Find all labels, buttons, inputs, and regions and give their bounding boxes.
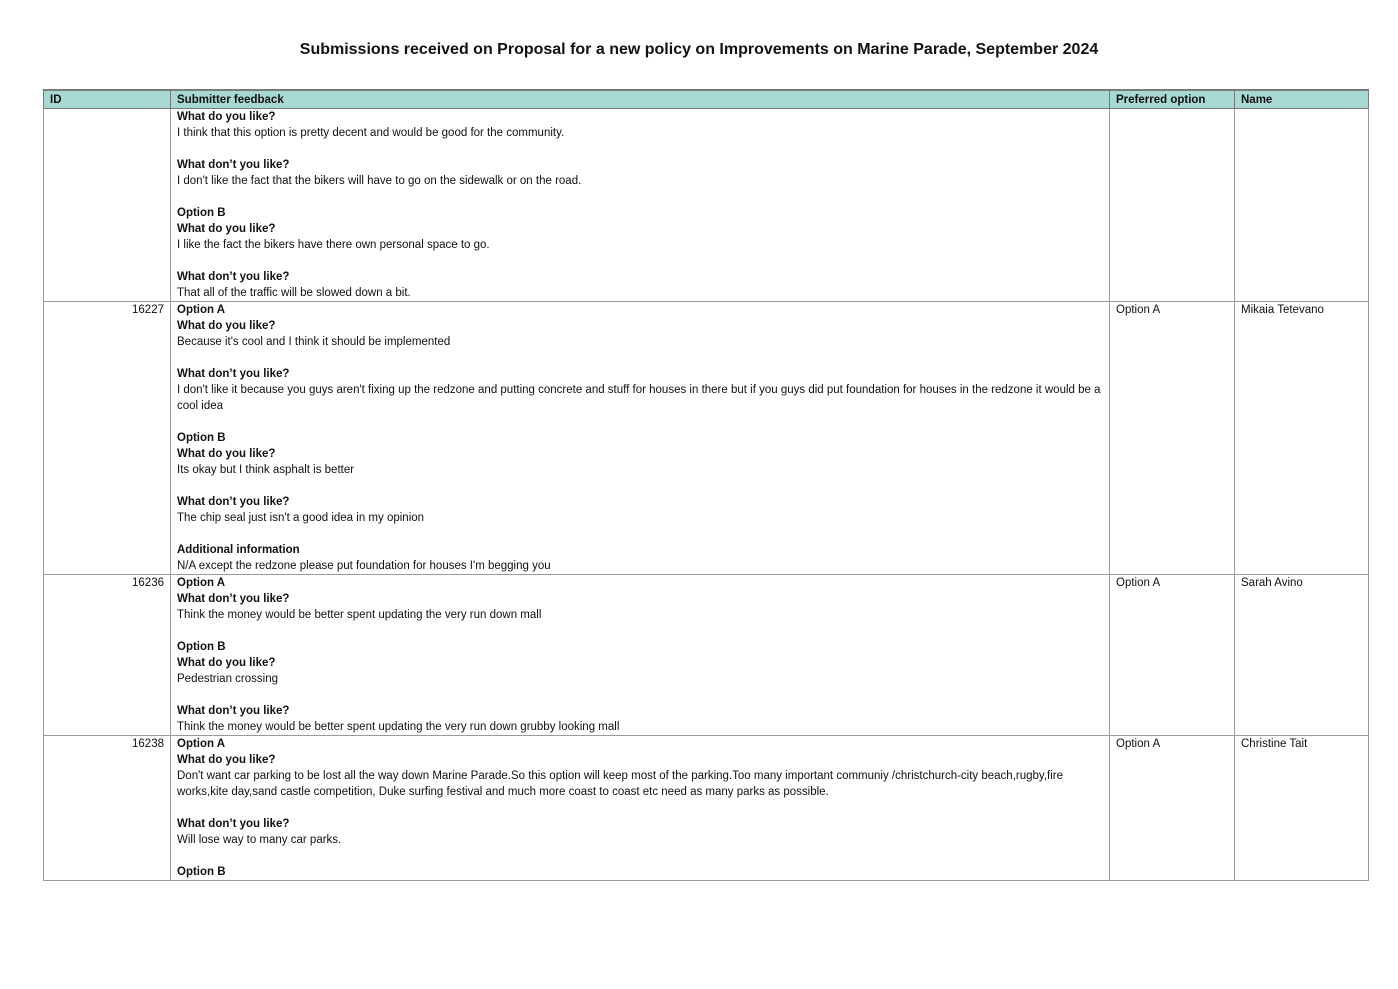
answer-text: Its okay but I think asphalt is better: [177, 464, 355, 476]
submitter-name: [1235, 109, 1369, 302]
table-row: [44, 109, 1369, 302]
option-heading: Option A: [177, 738, 226, 750]
submission-id: 16227: [44, 302, 171, 575]
header-id: ID: [44, 90, 171, 109]
spacer: [177, 623, 1103, 639]
table-row: [44, 575, 1369, 736]
answer-text: I like the fact the bikers have there own personal space to go.: [177, 239, 490, 251]
table-header-row: [44, 90, 1369, 109]
spacer: [177, 414, 1103, 430]
submitter-feedback: [171, 109, 1110, 302]
option-heading: Option B: [177, 641, 226, 653]
answer-text: I don't like it because you guys aren't fixing up the redzone and putting concrete and stuff for houses in there but if you guys did put foundation for houses in the redzone it would be a cool idea: [177, 384, 1101, 412]
question-label: What don’t you like?: [177, 271, 290, 283]
answer-text: The chip seal just isn't a good idea in my opinion: [177, 512, 425, 524]
answer-text: Think the money would be better spent updating the very run down grubby looking mall: [177, 721, 620, 733]
spacer: [177, 478, 1103, 494]
question-label: What do you like?: [177, 320, 276, 332]
answer-text: That all of the traffic will be slowed down a bit.: [177, 287, 411, 299]
preferred-option: Option A: [1110, 302, 1235, 575]
preferred-option: Option A: [1110, 736, 1235, 881]
question-label: What do you like?: [177, 111, 276, 123]
option-heading: Option A: [177, 304, 226, 316]
answer-text: Will lose way to many car parks.: [177, 834, 342, 846]
answer-text: Because it's cool and I think it should be implemented: [177, 336, 451, 348]
question-label: What do you like?: [177, 223, 276, 235]
header-name: Name: [1235, 90, 1369, 109]
submitter-feedback: [171, 302, 1110, 575]
answer-text: I think that this option is pretty decent and would be good for the community.: [177, 127, 565, 139]
page-title: Submissions received on Proposal for a new policy on Improvements on Marine Parade, September 2024: [299, 41, 1099, 58]
table-row: [44, 302, 1369, 575]
preferred-option: [1110, 109, 1235, 302]
answer-text: Think the money would be better spent updating the very run down mall: [177, 609, 542, 621]
question-label: What don’t you like?: [177, 705, 290, 717]
header-preferred-option: Preferred option: [1110, 90, 1235, 109]
question-label: What don’t you like?: [177, 593, 290, 605]
spacer: [177, 253, 1103, 269]
spacer: [177, 800, 1103, 816]
spacer: [177, 189, 1103, 205]
answer-text: Pedestrian crossing: [177, 673, 278, 685]
answer-text: I don't like the fact that the bikers will have to go on the sidewalk or on the road.: [177, 175, 582, 187]
submitter-feedback: [171, 575, 1110, 736]
submitter-name: Christine Tait: [1235, 736, 1369, 881]
option-heading: Option B: [177, 866, 226, 878]
header-feedback: Submitter feedback: [171, 90, 1110, 109]
option-heading: Option A: [177, 577, 226, 589]
question-label: What don’t you like?: [177, 159, 290, 171]
question-label: What do you like?: [177, 754, 276, 766]
submitter-name: Sarah Avino: [1235, 575, 1369, 736]
question-label: Additional information: [177, 544, 300, 556]
table-body: [44, 109, 1369, 881]
option-heading: Option B: [177, 432, 226, 444]
spacer: [177, 526, 1103, 542]
question-label: What don’t you like?: [177, 818, 290, 830]
option-heading: Option B: [177, 207, 226, 219]
table-row: [44, 736, 1369, 881]
question-label: What do you like?: [177, 657, 276, 669]
spacer: [177, 141, 1103, 157]
spacer: [177, 687, 1103, 703]
submission-id: 16238: [44, 736, 171, 881]
submitter-feedback: [171, 736, 1110, 881]
spacer: [177, 848, 1103, 864]
submissions-table: [43, 89, 1369, 881]
submission-id: 16236: [44, 575, 171, 736]
submitter-name: Mikaia Tetevano: [1235, 302, 1369, 575]
question-label: What don’t you like?: [177, 368, 290, 380]
question-label: What don’t you like?: [177, 496, 290, 508]
preferred-option: Option A: [1110, 575, 1235, 736]
question-label: What do you like?: [177, 448, 276, 460]
submission-id: [44, 109, 171, 302]
spacer: [177, 350, 1103, 366]
answer-text: N/A except the redzone please put foundation for houses I'm begging you: [177, 560, 551, 572]
answer-text: Don't want car parking to be lost all the way down Marine Parade.So this option will keep most of the parking.Too many important communiy /christchurch-city beach,rugby,fire works,kite day,sand castle competition, Duke surfing festival and much more coast to coast etc need as many parks as possible.: [177, 770, 1063, 798]
